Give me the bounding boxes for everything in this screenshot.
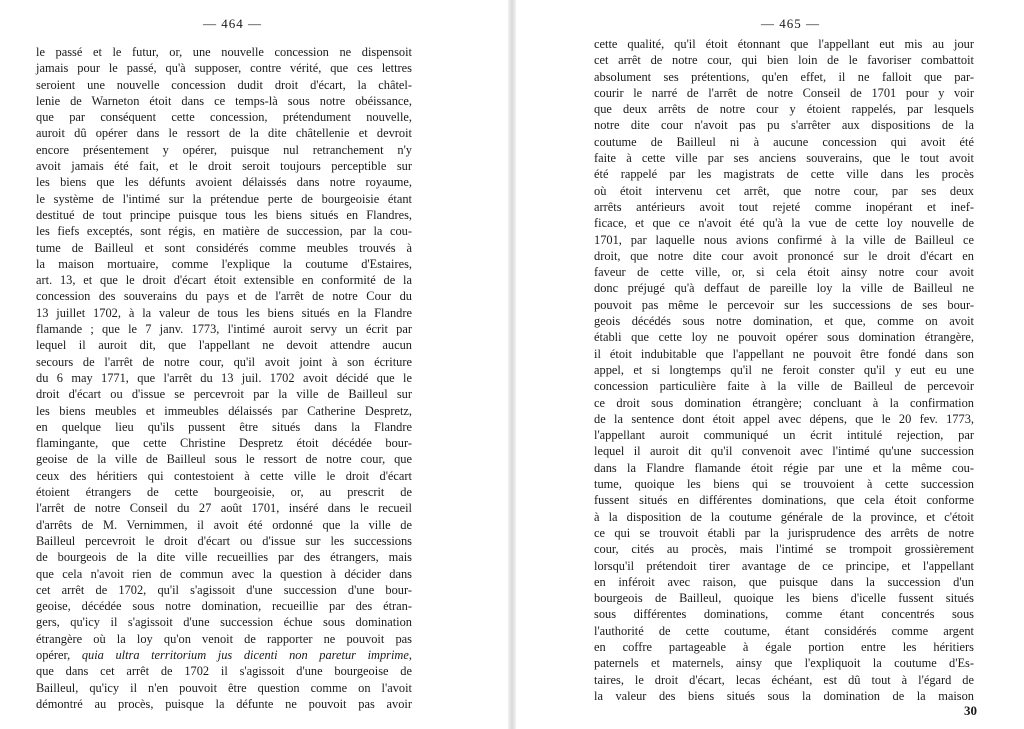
- text-line: il étoit indubitable que l'appellant ne pouvoit être fondé dans son: [594, 346, 974, 361]
- text-line: lenie de Warneton étoit dans ce temps-là sous notre obéissance,: [36, 93, 412, 108]
- text-line: la valeur des biens situés sous la domination de la maison: [594, 688, 974, 703]
- text-line: encore présentement y opérer, puisque nul retranchement n'y: [36, 142, 412, 157]
- text-line: tume, quoique les biens qui se trouvoient à cette succession: [594, 477, 974, 492]
- left-page: [0, 0, 508, 729]
- text-line: cet arrêt de notre cour, qui bien loin de le favoriser combattoit: [594, 53, 974, 68]
- text-line: l'arrêt de notre Conseil du 27 août 1701, inséré dans le recueil: [36, 501, 412, 516]
- text-line: donc préjugé qu'à deffaut de pareille loy la ville de Bailleul ne: [594, 281, 974, 296]
- text-line: établi que cette loy ne pouvoit opérer sous domination étrangère,: [594, 330, 974, 345]
- text-line: en quelque lieu qu'ils pussent être situés dans la Flandre: [36, 419, 412, 434]
- text-line: de bourgeois de la dite ville recueillies par des étrangers, mais: [36, 550, 412, 565]
- text-line: démontré au procès, puisque la défunte ne pouvoit pas avoir: [36, 696, 412, 711]
- text-line: étrangère où la loy qu'on venoit de rapporter ne pouvoit pas: [36, 631, 412, 646]
- text-line: droit, que notre dite cour avoit prononcé sur le droit d'écart en: [594, 248, 974, 263]
- text-line: l'authorité de cette coutume, étant considérés comme argent: [594, 623, 974, 638]
- text-line: avoit jamais été fait, et le droit seroit toujours perceptible sur: [36, 159, 412, 174]
- right-page: [516, 0, 1024, 729]
- text-line: sous différentes dominations, comme étant concentrés sous: [594, 607, 974, 622]
- text-line: paternels et maternels, ainsy que l'expliquoit la coutume d'Es-: [594, 656, 974, 671]
- text-line: lequel il auroit dit, que l'appellant ne devoit attendre aucun: [36, 338, 412, 353]
- text-line: geois décédés sous notre domination, et que, comme on avoit: [594, 314, 974, 329]
- text-line: notre dite cour n'avoit pas pu s'arrêter aux dispositions de la: [594, 118, 974, 133]
- text-line: de la sentence dont étoit appel avec dépens, que le 20 fev. 1773,: [594, 411, 974, 426]
- page-number: — 464 —: [203, 16, 262, 31]
- text-line: gers, qu'icy il s'agissoit d'une succession échue sous domination: [36, 615, 412, 630]
- text-line: fussent situés en différentes dominations, que cela étoit conforme: [594, 493, 974, 508]
- text-line: geoise, décédée sous notre domination, recueillie par des étran-: [36, 599, 412, 614]
- text-line: cet arrêt de 1702, qu'il s'agissoit d'une succession d'une bour-: [36, 582, 412, 597]
- text-line: droit d'écart ou d'issue se percevroit par la ville de Bailleul sur: [36, 387, 412, 402]
- text-line: cette qualité, qu'il étoit étonnant que l'appellant eut mis au jour: [594, 37, 974, 51]
- text-line: que cela n'avoit rien de commun avec la question à décider dans: [36, 566, 412, 581]
- text-line: étoient étrangers de cette bourgeoisie, or, au prescrit de: [36, 485, 412, 500]
- text-line: destitué de tout principe puisque tous les biens situés en Flandres,: [36, 207, 412, 222]
- text-line: courir le narré de l'arrêt de notre Conseil de 1701 pour y voir: [594, 85, 974, 100]
- text-line: ce droit sous domination étrangère; concluant à la confirmation: [594, 395, 974, 410]
- text-line: en inféroit avec raison, que puisque dans la succession d'un: [594, 574, 974, 589]
- text-line: coutume de Bailleul ni à aucune concession qui avoit été: [594, 134, 974, 149]
- text-line: faveur de cette ville, or, si cela étoit ainsy notre cour avoit: [594, 265, 974, 280]
- text-line: flamingante, que cette Christine Despretz étoit décédée bour-: [36, 436, 412, 451]
- page-number: — 465 —: [761, 16, 820, 31]
- text-line: que deux arrêts de notre cour y étoient rappelés, par lesquels: [594, 102, 974, 117]
- text-line: ceux des héritiers qui contestoient à cette ville le droit d'écart: [36, 468, 412, 483]
- text-line: cour, cités au procès, mais l'intimé se trompoit grossièrement: [594, 542, 974, 557]
- text-line: le système de l'intimé sur la prétendue perte de bourgeoisie étant: [36, 191, 412, 206]
- text-line: à la disposition de la coutume générale de la province, et c'étoit: [594, 509, 974, 524]
- text-line: 13 juillet 1702, à la valeur de tous les biens situés en la Flandre: [36, 305, 412, 320]
- text-line: l'appellant auroit communiqué un écrit intitulé rejection, par: [594, 428, 974, 443]
- text-line: Bailleul, qu'icy il n'en pouvoit être question comme on l'avoit: [36, 680, 412, 695]
- text-line: pouvoit pas même le percevoir sur les successions de ses bour-: [594, 297, 974, 312]
- text-line: concession particulière faite à la ville de Bailleul de percevoir: [594, 379, 974, 394]
- text-line: geoise de la ville de Bailleul sous le ressort de notre cour, que: [36, 452, 412, 467]
- text-line: absolument ses prétentions, qu'en effet, il ne falloit que par-: [594, 69, 974, 84]
- text-line: d'arrêts de M. Vernimmen, il avoit été ordonné que la ville de: [36, 517, 412, 532]
- text-line: 1701, par laquelle nous avions confirmé à la ville de Bailleul ce: [594, 232, 974, 247]
- text-line: que dans cet arrêt de 1702 il s'agissoit d'une bourgeoise de: [36, 664, 412, 679]
- text-line: taires, le droit d'écart, lecas échéant, est dû tout à l'égard de: [594, 672, 974, 687]
- text-line: seroient une nouvelle concession dudit droit d'écart, la châtel-: [36, 77, 412, 92]
- text-line: ce qui se trouvoit établi par la jurisprudence des arrêts de notre: [594, 525, 974, 540]
- text-line: flamande ; que le 7 janv. 1773, l'intimé auroit servy un écrit par: [36, 322, 412, 337]
- text-line: tume de Bailleul et sont considérés comme meubles trouvés à: [36, 240, 412, 255]
- text-line: faite à cette ville par ses anciens souverains, que le tout avoit: [594, 151, 974, 166]
- text-line: bourgeois de Bailleul, quoique les biens d'icelle fussent situés: [594, 591, 974, 606]
- text-line: été rappelé par les magistrats de cette ville dans les procès: [594, 167, 974, 182]
- text-line: arrêts antérieurs avoit tout rejeté comme inopérant et inef-: [594, 199, 974, 214]
- text-line: les biens meubles et immeubles délaissés par Catherine Despretz,: [36, 403, 412, 418]
- text-line: lequel il auroit dit qu'il convenoit avec l'intimé qu'une succession: [594, 444, 974, 459]
- text-line: art. 13, et que le droit d'écart étoit extensible en conformité de la: [36, 273, 412, 288]
- text-line: auroit dû opérer dans le ressort de la dite châtellenie et devroit: [36, 126, 412, 141]
- text-line: lorsqu'il prétendoit tirer avantage de ce principe, et l'appellant: [594, 558, 974, 573]
- text-line: les fiefs exceptés, sont régis, en matière de succession, par la cou-: [36, 224, 412, 239]
- left-page-body: [36, 44, 412, 712]
- text-line: Bailleul percevroit le droit d'écart ou d'issue sur les successions: [36, 533, 412, 548]
- text-line: dans la Flandre flamande étoit régie par une et la même cou-: [594, 460, 974, 475]
- book-gutter: [508, 0, 516, 729]
- text-line: secours de l'arrêt de notre cour, qu'il avoit joint à son écriture: [36, 354, 412, 369]
- text-line: opérer, quia ultra territorium jus dicenti non paretur imprime,: [36, 647, 412, 662]
- text-line: jamais pour le passé, qu'à supposer, contre vérité, que ces lettres: [36, 61, 412, 76]
- text-line: appel, et si longtemps qu'il ne feroit conster qu'il y eut eu une: [594, 362, 974, 377]
- text-line: concession des souverains du pays et de l'arrêt de notre Cour du: [36, 289, 412, 304]
- text-line: que par conséquent cette concession, prétendument nouvelle,: [36, 110, 412, 125]
- signature-mark: 30: [964, 703, 977, 718]
- text-line: où étoit intervenu cet arrêt, que notre cour, par ses deux: [594, 183, 974, 198]
- text-line: en coffre partageable à égale portion entre les héritiers: [594, 639, 974, 654]
- text-line: le passé et le futur, or, une nouvelle concession ne dispensoit: [36, 45, 412, 59]
- text-line: les biens que les défunts avoient délaissés dans notre royaume,: [36, 175, 412, 190]
- text-line: la maison mortuaire, comme l'explique la coutume d'Estaires,: [36, 256, 412, 271]
- text-line: ficace, et que ce n'avoit été qu'à la vue de cette loy nouvelle de: [594, 216, 974, 231]
- right-page-body: [594, 36, 974, 704]
- text-line: du 6 may 1771, que l'arrêt du 13 juil. 1702 avoit décidé que le: [36, 370, 412, 385]
